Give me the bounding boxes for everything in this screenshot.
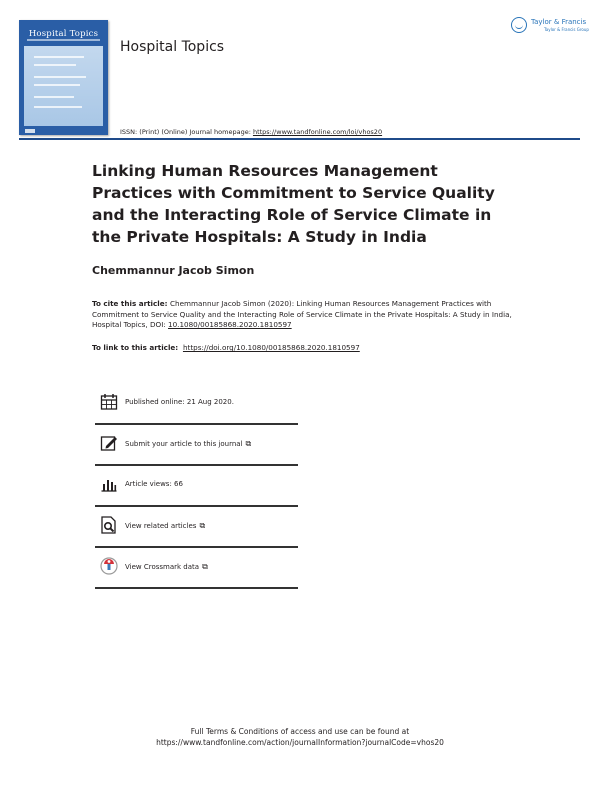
calendar-icon <box>100 393 118 411</box>
edit-icon <box>100 434 118 452</box>
cover-title: Hospital Topics <box>28 29 99 39</box>
article-views-label: Article views: 66 <box>125 480 183 488</box>
published-online-label: Published online: 21 Aug 2020. <box>125 398 234 406</box>
article-doi-link[interactable]: https://doi.org/10.1080/00185868.2020.1810597 <box>182 343 360 352</box>
submit-article-panel[interactable] <box>95 424 298 462</box>
related-articles-panel[interactable] <box>95 506 298 544</box>
taylor-francis-logo-icon <box>511 17 527 33</box>
article-link-label: To link to this article: <box>92 343 181 352</box>
journal-homepage-link[interactable]: https://www.tandfonline.com/loi/vhos20 <box>252 128 383 136</box>
article-link-line <box>92 343 360 352</box>
panel-divider <box>95 587 298 589</box>
publisher-logo-text: Taylor & Francis <box>531 18 587 26</box>
cover-text-line <box>34 106 82 108</box>
publisher-logo-subtext: Taylor & Francis Group <box>544 27 589 32</box>
external-link-icon: ⧉ <box>202 562 208 571</box>
cover-subtitle-bar <box>27 39 100 41</box>
author-name: Chemmannur Jacob Simon <box>92 264 255 277</box>
cover-text-line <box>34 76 86 78</box>
citation-text: Chemmannur Jacob Simon (2020): Linking Human Resources Management Practices with Commitment to Service Quality and the Interacting Role of Service Climate in the Private Hospitals: A Study in India, Hospital Topics, DOI: <box>92 299 512 329</box>
citation-block <box>92 299 512 331</box>
cover-publisher-logo <box>25 129 35 133</box>
search-document-icon <box>100 516 118 534</box>
cover-text-line <box>34 64 76 66</box>
crossmark-panel[interactable] <box>95 547 298 585</box>
external-link-icon: ⧉ <box>199 521 206 530</box>
published-online-panel <box>95 383 298 421</box>
issn-line <box>120 128 382 136</box>
cover-panel <box>24 46 103 126</box>
citation-label: To cite this article: <box>92 299 170 308</box>
related-articles-link[interactable] <box>125 521 205 531</box>
submit-article-label: Submit your article to this journal <box>125 440 243 448</box>
cover-text-line <box>34 56 84 58</box>
related-articles-label: View related articles <box>125 522 197 530</box>
issn-text: ISSN: (Print) (Online) Journal homepage: <box>120 128 253 136</box>
journal-name[interactable]: Hospital Topics <box>120 39 225 55</box>
bar-chart-icon <box>100 475 118 493</box>
crossmark-link[interactable] <box>125 562 208 572</box>
article-title: Linking Human Resources Management Practices with Commitment to Service Quality and the Interacting Role of Service Climate in the Private Hospitals: A Study in India <box>92 162 495 246</box>
crossmark-icon <box>100 557 118 575</box>
article-views-panel <box>95 465 298 503</box>
citation-doi-link[interactable]: 10.1080/00185868.2020.1810597 <box>168 320 292 329</box>
cover-text-line <box>34 96 74 98</box>
journal-cover-image <box>19 20 108 135</box>
external-link-icon: ⧉ <box>245 439 252 448</box>
footer-terms-text: Full Terms & Conditions of access and use can be found at <box>190 727 410 736</box>
crossmark-label: View Crossmark data <box>125 563 200 571</box>
cover-text-line <box>34 84 80 86</box>
header-divider <box>19 138 580 140</box>
footer-terms-link[interactable]: https://www.tandfonline.com/action/journalInformation?journalCode=vhos20 <box>156 738 444 747</box>
submit-article-link[interactable] <box>125 439 251 449</box>
publisher-logo[interactable] <box>511 17 589 37</box>
